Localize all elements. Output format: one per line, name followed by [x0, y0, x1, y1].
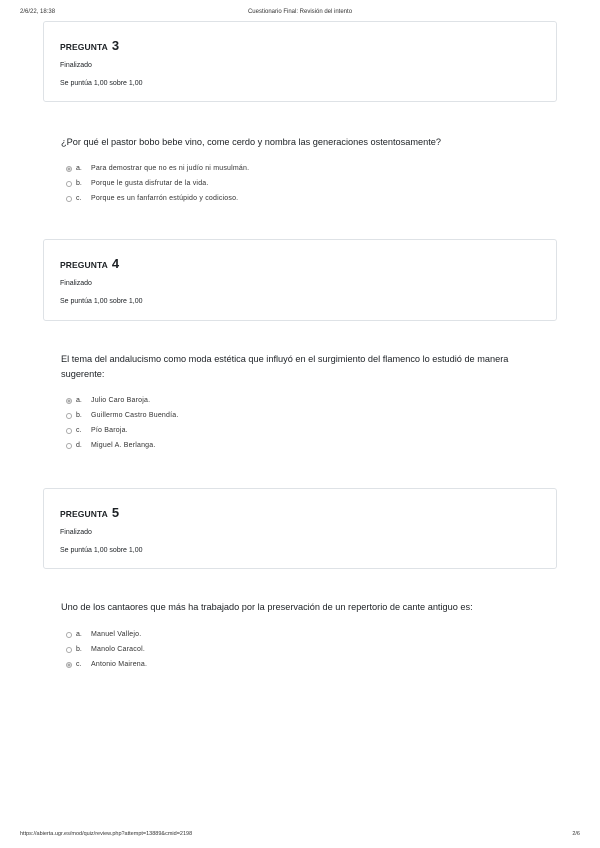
- question-grade: Se puntúa 1,00 sobre 1,00: [60, 547, 143, 554]
- radio-selected-icon[interactable]: [66, 662, 72, 668]
- question-heading: [60, 256, 540, 271]
- radio-selected-icon[interactable]: [66, 398, 72, 404]
- answer-letter: b.: [76, 646, 82, 653]
- answer-option[interactable]: [66, 408, 526, 423]
- radio-icon[interactable]: [66, 632, 72, 638]
- question-text: El tema del andalucismo como moda estética que influyó en el surgimiento del flamenco lo estudió de manera sugerente:: [61, 354, 509, 379]
- radio-icon[interactable]: [66, 647, 72, 653]
- answer-text: Pío Baroja.: [91, 427, 128, 434]
- question-number: 3: [111, 38, 120, 53]
- answer-text: Manolo Caracol.: [91, 646, 145, 653]
- answer-letter: c.: [76, 661, 82, 668]
- question-grade: Se puntúa 1,00 sobre 1,00: [60, 298, 143, 305]
- answer-text: Porque es un fanfarrón estúpido y codicioso.: [91, 195, 239, 202]
- radio-icon[interactable]: [66, 196, 72, 202]
- question-text: Uno de los cantaores que más ha trabajado por la preservación de un repertorio de cante antiguo es:: [61, 602, 473, 612]
- answer-option[interactable]: [66, 393, 526, 408]
- answer-letter: a.: [76, 165, 82, 172]
- question-text: ¿Por qué el pastor bobo bebe vino, come cerdo y nombra las generaciones ostentosamente?: [61, 137, 441, 147]
- answer-text: Para demostrar que no es ni judío ni musulmán.: [91, 165, 250, 172]
- question-number: 4: [111, 256, 120, 271]
- answer-text: Julio Caro Baroja.: [91, 397, 151, 404]
- answer-letter: c.: [76, 195, 82, 202]
- question-grade: Se puntúa 1,00 sobre 1,00: [60, 80, 143, 87]
- question-heading: [60, 38, 540, 53]
- answer-letter: c.: [76, 427, 82, 434]
- answer-letter: a.: [76, 397, 82, 404]
- print-date: 2/6/22, 18:38: [20, 9, 56, 15]
- question-state: Finalizado: [60, 280, 92, 287]
- answer-option[interactable]: [66, 438, 526, 453]
- question-number: 5: [111, 505, 120, 520]
- answer-letter: d.: [76, 442, 82, 449]
- question-label: PREGUNTA: [60, 260, 108, 270]
- answer-option[interactable]: [66, 423, 526, 438]
- print-url: https://abierta.ugr.es/mod/quiz/review.php?attempt=13889&cmid=2198: [20, 831, 193, 837]
- question-state: Finalizado: [60, 529, 92, 536]
- answer-option[interactable]: [66, 627, 526, 642]
- page-number: 2/6: [572, 831, 580, 837]
- answer-text: Manuel Vallejo.: [91, 631, 142, 638]
- answer-text: Porque le gusta disfrutar de la vida.: [91, 180, 209, 187]
- answer-option[interactable]: [66, 657, 526, 672]
- question-label: PREGUNTA: [60, 509, 108, 519]
- answer-option[interactable]: [66, 161, 526, 176]
- radio-selected-icon[interactable]: [66, 166, 72, 172]
- print-header: [0, 9, 600, 19]
- answer-list: [66, 161, 526, 206]
- question-info-card: [43, 239, 557, 321]
- question-label: PREGUNTA: [60, 42, 108, 52]
- print-footer: [0, 831, 600, 841]
- answer-option[interactable]: [66, 191, 526, 206]
- answer-option[interactable]: [66, 642, 526, 657]
- question-state: Finalizado: [60, 62, 92, 69]
- answer-letter: a.: [76, 631, 82, 638]
- question-info-card: [43, 488, 557, 569]
- answer-list: [66, 393, 526, 453]
- answer-option[interactable]: [66, 176, 526, 191]
- radio-icon[interactable]: [66, 443, 72, 449]
- radio-icon[interactable]: [66, 428, 72, 434]
- radio-icon[interactable]: [66, 181, 72, 187]
- radio-icon[interactable]: [66, 413, 72, 419]
- answer-text: Antonio Mairena.: [91, 661, 148, 668]
- question-heading: [60, 505, 540, 520]
- answer-text: Miguel A. Berlanga.: [91, 442, 156, 449]
- answer-letter: b.: [76, 412, 82, 419]
- print-title: Cuestionario Final: Revisión del intento: [247, 9, 353, 15]
- answer-letter: b.: [76, 180, 82, 187]
- answer-text: Guillermo Castro Buendía.: [91, 412, 179, 419]
- answer-list: [66, 627, 526, 672]
- question-info-card: [43, 21, 557, 102]
